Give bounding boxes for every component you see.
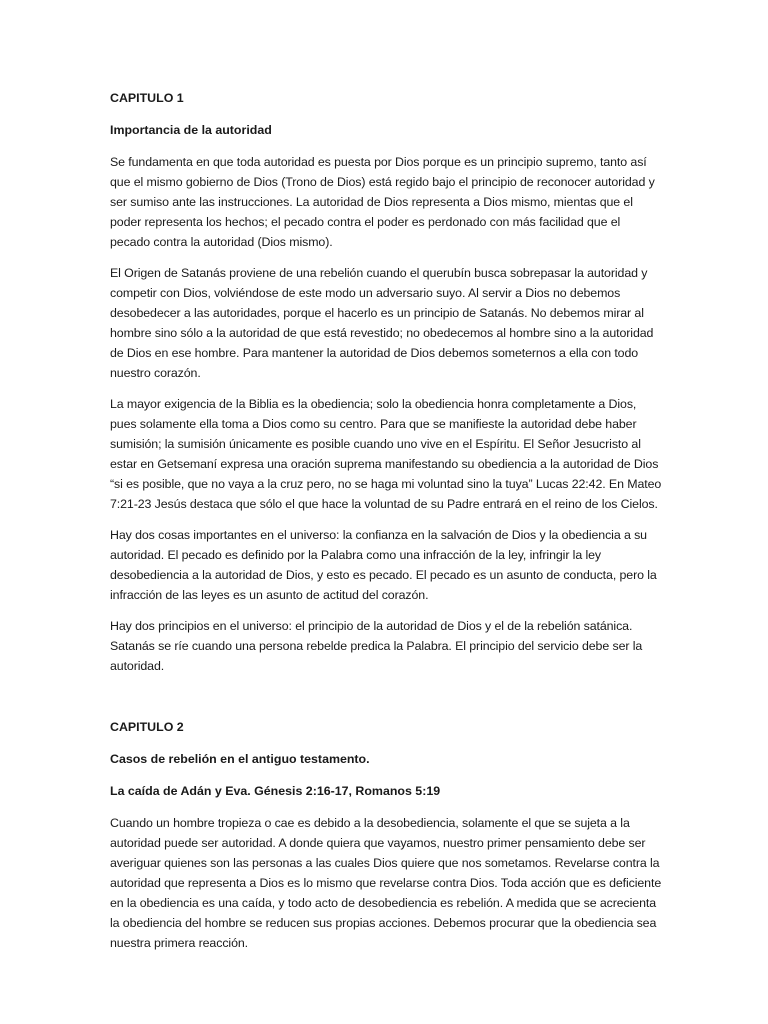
chapter-2-title: CAPITULO 2 <box>110 720 184 734</box>
paragraph: Cuando un hombre tropieza o cae es debido a la desobediencia, solamente el que se sujeta a la autoridad puede ser autoridad. A donde quiera que vayamos, nuestro primer pensamiento debe ser averiguar quienes son las personas a las cuales Dios quiere que nos sometamos. Revelarse contra la autoridad que representa a Dios es lo mismo que revelarse contra Dios. Toda acción que es deficiente en la obediencia es una caída, y todo acto de desobediencia es rebelión. A medida que se acrecienta la obediencia del hombre se reducen sus propias acciones. Debemos procurar que la obediencia sea nuestra primera reacción. <box>110 816 662 950</box>
chapter-1-subtitle: Importancia de la autoridad <box>110 123 272 137</box>
chapter-2-subtitle: Casos de rebelión en el antiguo testamento. <box>110 752 370 766</box>
chapter-2-section-heading: La caída de Adán y Eva. Génesis 2:16-17, Romanos 5:19 <box>110 784 441 798</box>
paragraph: Hay dos cosas importantes en el universo: la confianza en la salvación de Dios y la obediencia a su autoridad. El pecado es definido por la Palabra como una infracción de la ley, infringir la ley desobediencia a la autoridad de Dios, y esto es pecado. El pecado es un asunto de conducta, pero la infracción de las leyes es un asunto de actitud del corazón. <box>110 528 657 602</box>
paragraph: Se fundamenta en que toda autoridad es puesta por Dios porque es un principio supremo, tanto así que el mismo gobierno de Dios (Trono de Dios) está regido bajo el principio de reconocer autoridad y ser sumiso ante las instrucciones. La autoridad de Dios representa a Dios mismo, mientas que el poder representa los hechos; el pecado contra el poder es perdonado con más facilidad que el pecado contra la autoridad (Dios mismo). <box>110 155 655 249</box>
chapter-1-title: CAPITULO 1 <box>110 91 184 105</box>
section-gap <box>110 687 662 717</box>
paragraph: La mayor exigencia de la Biblia es la obediencia; solo la obediencia honra completamente a Dios, pues solamente ella toma a Dios como su centro. Para que se manifieste la autoridad debe haber sumisión; la sumisión únicamente es posible cuando uno vive en el Espíritu. El Señor Jesucristo al estar en Getsemaní expresa una oración suprema manifestando su obediencia a la autoridad de Dios “si es posible, que no vaya a la cruz pero, no se haga mi voluntad sino la tuya” Lucas 22:42. En Mateo 7:21-23 Jesús destaca que sólo el que hace la voluntad de su Padre entrará en el reino de los Cielos. <box>110 397 662 511</box>
document-page <box>110 88 662 964</box>
paragraph: El Origen de Satanás proviene de una rebelión cuando el querubín busca sobrepasar la autoridad y competir con Dios, volviéndose de este modo un adversario suyo. Al servir a Dios no debemos desobedecer a las autoridades, porque el hacerlo es un principio de Satanás. No debemos mirar al hombre sino sólo a la autoridad de que está revestido; no obedecemos al hombre sino a la autoridad de Dios en ese hombre. Para mantener la autoridad de Dios debemos someternos a ella con todo nuestro corazón. <box>110 266 654 380</box>
paragraph: Hay dos principios en el universo: el principio de la autoridad de Dios y el de la rebelión satánica. Satanás se ríe cuando una persona rebelde predica la Palabra. El principio del servicio debe ser la autoridad. <box>110 619 643 673</box>
